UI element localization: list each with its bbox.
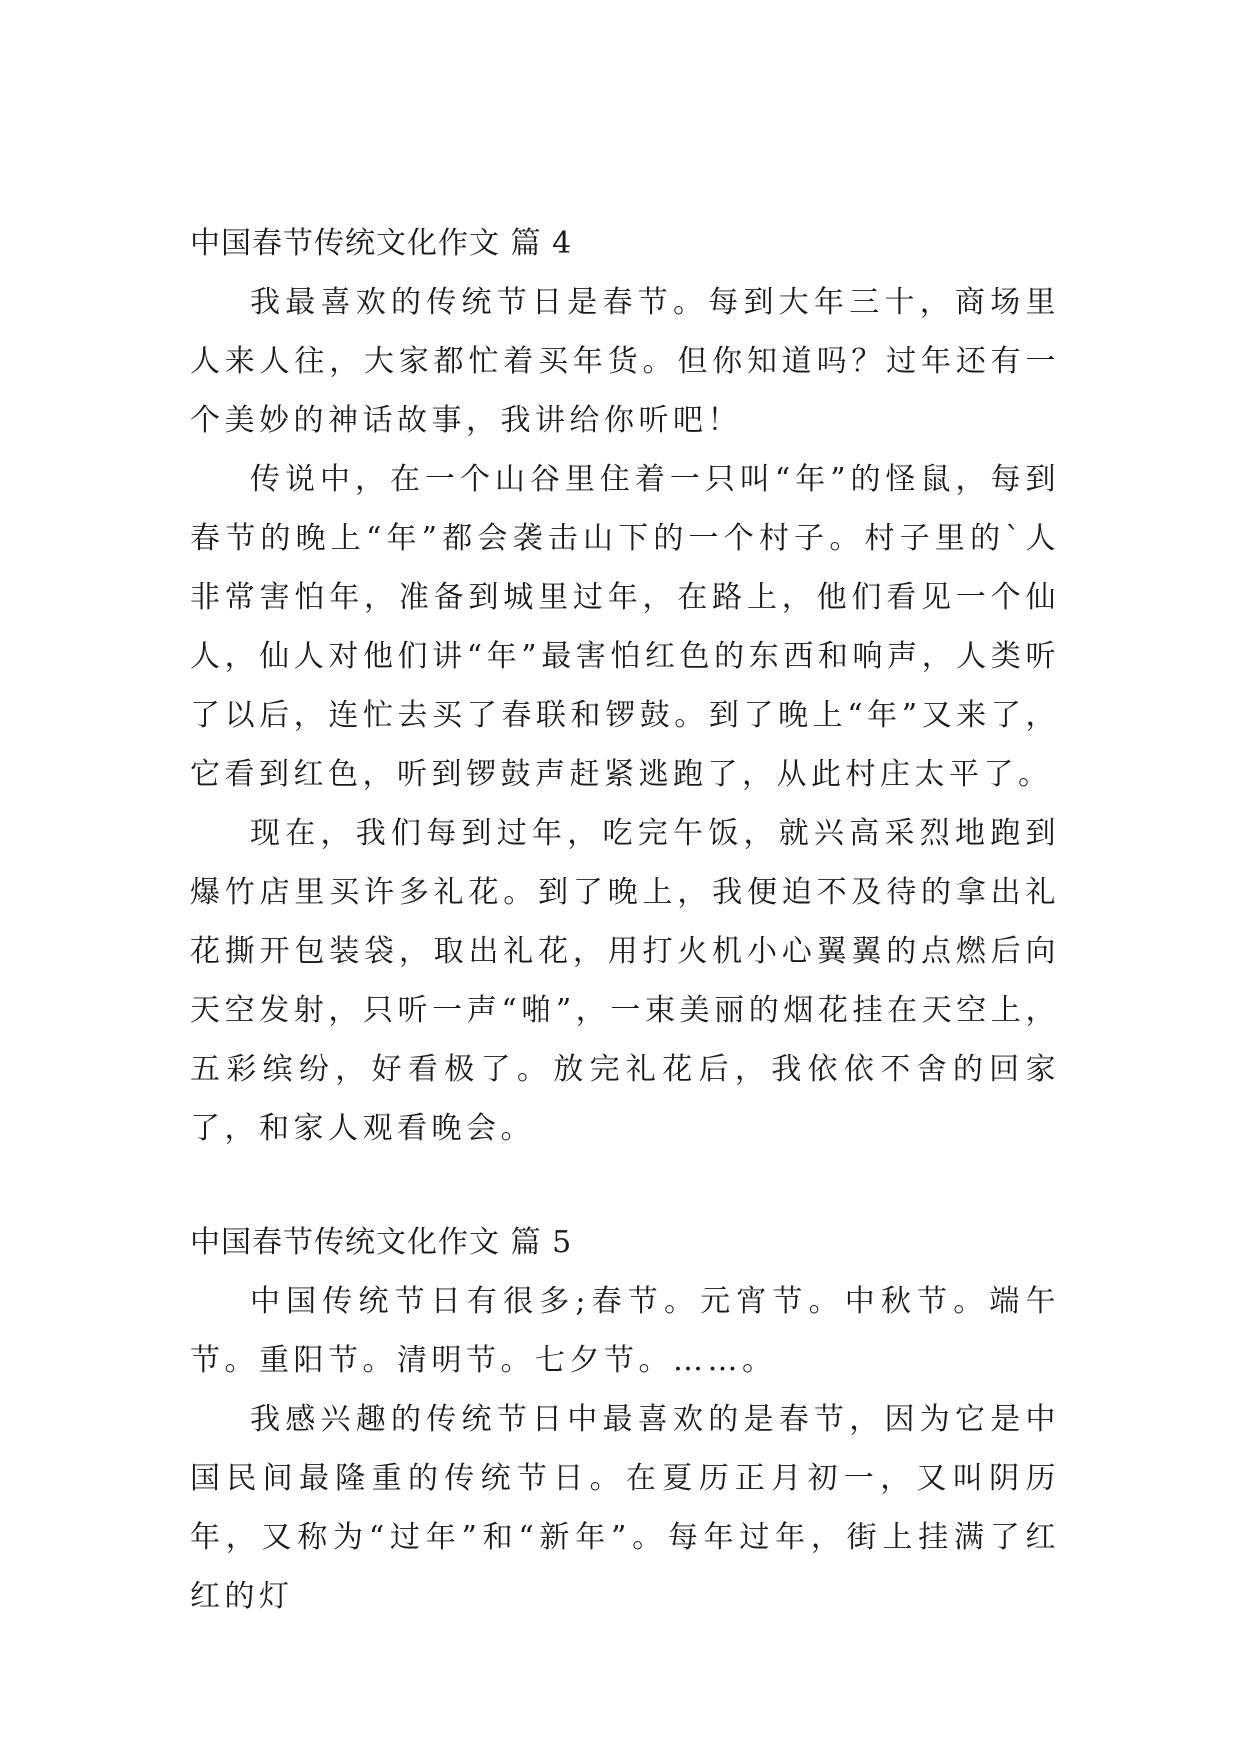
section-title: 中国春节传统文化作文 篇 5 xyxy=(190,1225,573,1260)
paragraph: 中国传统节日有很多;春节。元宵节。中秋节。端午节。重阳节。清明节。七夕节。……。 xyxy=(190,1284,1060,1378)
paragraph: 传说中，在一个山谷里住着一只叫“年”的怪鼠，每到春节的晚上“年”都会袭击山下的一个村子。村子里的`人非常害怕年，准备到城里过年，在路上，他们看见一个仙人，仙人对他们讲“年”最害怕红色的东西和响声，人类听了以后，连忙去买了春联和锣鼓。到了晚上“年”又来了，它看到红色，听到锣鼓声赶紧逃跑了，从此村庄太平了。 xyxy=(190,462,1060,792)
paragraph: 我感兴趣的传统节日中最喜欢的是春节，因为它是中国民间最隆重的传统节日。在夏历正月初一，又叫阴历年，又称为“过年”和“新年”。每年过年，街上挂满了红红的灯 xyxy=(190,1402,1060,1614)
essay-section-4 xyxy=(190,215,1060,1158)
document-body xyxy=(190,215,1060,1626)
section-spacer xyxy=(190,1158,1060,1214)
paragraph: 我最喜欢的传统节日是春节。每到大年三十，商场里人来人往，大家都忙着买年货。但你知道吗？过年还有一个美妙的神话故事，我讲给你听吧！ xyxy=(190,285,1060,438)
essay-section-5 xyxy=(190,1214,1060,1626)
section-title: 中国春节传统文化作文 篇 4 xyxy=(190,226,573,261)
paragraph: 现在，我们每到过年，吃完午饭，就兴高采烈地跑到爆竹店里买许多礼花。到了晚上，我便迫不及待的拿出礼花撕开包装袋，取出礼花，用打火机小心翼翼的点燃后向天空发射，只听一声“啪”，一束美丽的烟花挂在天空上，五彩缤纷，好看极了。放完礼花后，我依依不舍的回家了，和家人观看晚会。 xyxy=(190,816,1060,1146)
